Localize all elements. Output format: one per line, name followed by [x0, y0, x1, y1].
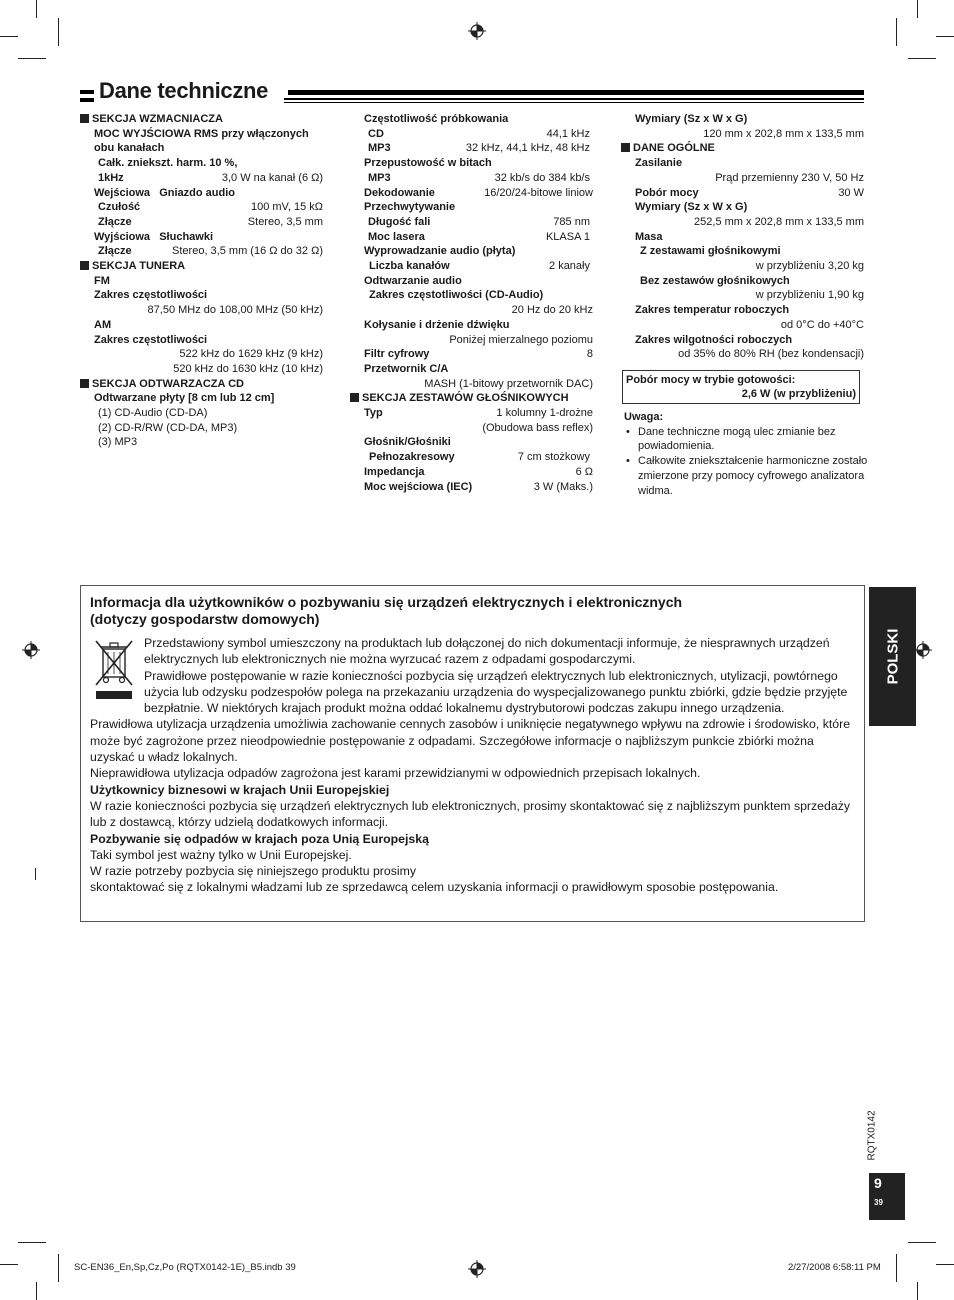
page-number-box — [869, 1173, 905, 1220]
spec-row: Moc lasera KLASA 1 — [368, 230, 590, 243]
square-bullet-icon — [80, 114, 89, 123]
spec-value: (Obudowa bass reflex) — [482, 421, 593, 434]
spec-value: (1) CD-Audio (CD-DA) — [98, 407, 208, 420]
crop-mark — [18, 1242, 46, 1243]
spec-value: 87,50 MHz do 108,00 MHz (50 kHz) — [147, 304, 323, 317]
crop-mark — [35, 868, 36, 880]
spec-label: Przechwytywanie — [364, 201, 456, 214]
spec-value: Poniżej mierzalnego poziomu — [449, 333, 593, 346]
spec-label: Zakres częstotliwości — [94, 333, 208, 346]
section-heading: SEKCJA WZMACNIACZA — [80, 112, 323, 127]
spec-row: Impedancja 6 Ω — [364, 465, 593, 478]
spec-column-1 — [80, 112, 323, 450]
notes — [624, 410, 870, 498]
spec-label: Odtwarzane płyty [8 cm lub 12 cm] — [94, 392, 275, 405]
spec-value: (3) MP3 — [98, 436, 138, 449]
standby-value: 2,6 W (w przybliżeniu) — [741, 388, 856, 400]
spec-label: Całk. zniekszt. harm. 10 %, — [98, 157, 238, 170]
info-subheading: Użytkownicy biznesowi w krajach Unii Europejskiej — [90, 782, 390, 797]
crop-mark — [0, 36, 18, 37]
info-paragraph: skontaktować się z lokalnymi władzami lub ze sprzedawcą celem uzyskania informacji o prawidłowym sposobie postępowania. — [90, 880, 779, 895]
spec-label: FM — [94, 274, 110, 287]
spec-row: Typ 1 kolumny 1-drożne — [364, 407, 593, 420]
spec-label: MOC WYJŚCIOWA RMS przy włączonych — [94, 127, 309, 140]
square-bullet-icon — [80, 261, 89, 270]
spec-label: Odtwarzanie audio — [364, 274, 462, 287]
info-paragraph: Prawidłowe postępowanie w razie konieczności pozbycia się urządzeń elektrycznych lub elektronicznych, utylizacji, powtórnego użycia lub odzysku podzespołów polega na przekazaniu urządzenia do wyspecjalizowanego punktu zbiórki, gdzie będzie przyjęte bezpłatnie. W niektórych krajach produkt można oddać lokalnemu dystrybutorowi podczas zakupu innego urządzenia. — [144, 668, 848, 716]
spec-row: Długość fali 785 nm — [368, 215, 590, 228]
spec-row: MP3 32 kb/s do 384 kb/s — [368, 171, 590, 184]
footer-timestamp: 2/27/2008 6:58:11 PM — [788, 1262, 881, 1273]
crop-mark — [936, 36, 954, 37]
spec-label: Bez zestawów głośnikowych — [640, 274, 790, 287]
spec-label: Zasilanie — [635, 157, 683, 170]
spec-row: Czułość 100 mV, 15 kΩ — [98, 201, 323, 214]
crop-mark — [917, 1282, 918, 1300]
footer-file-name: SC-EN36_En,Sp,Cz,Po (RQTX0142-1E)_B5.indb 39 — [74, 1262, 296, 1273]
spec-label: Wymiary (Sz x W x G) — [635, 113, 748, 125]
crop-mark — [896, 1254, 897, 1282]
info-title: Informacja dla użytkowników o pozbywaniu się urządzeń elektrycznych i elektronicznych (dotyczy gospodarstw domowych) — [90, 594, 683, 627]
spec-value: 20 Hz do 20 kHz — [511, 304, 593, 317]
crop-mark — [58, 1254, 59, 1282]
spec-row: Moc wejściowa (IEC) 3 W (Maks.) — [364, 480, 593, 493]
registration-mark-icon — [22, 641, 40, 659]
spec-row: CD 44,1 kHz — [368, 127, 590, 140]
spec-label: Zakres temperatur roboczych — [635, 304, 790, 317]
header-rule — [284, 102, 864, 103]
spec-label: Wyprowadzanie audio (płyta) — [364, 245, 516, 258]
info-paragraph: Prawidłowa utylizacja urządzenia umożliwia zachowanie cennych zasobów i uniknięcie negatywnego wpływu na zdrowie i środowisko, które może być zagrożone przez nieodpowiednie postępowanie z odpadami. Szczegółowe informacje o najbliższym punkcie zbiórki można uzyskać u władz lokalnych. — [90, 717, 851, 765]
standby-label: Pobór mocy w trybie gotowości: — [626, 374, 796, 386]
spec-row: Dekodowanie 16/20/24-bitowe liniow — [364, 186, 593, 199]
disposal-info-box — [80, 585, 865, 922]
spec-label: Zakres częstotliwości — [94, 289, 208, 302]
spec-column-3 — [621, 112, 864, 362]
page-sub-number: 39 — [874, 1198, 883, 1207]
spec-label: Głośnik/Głośniki — [364, 436, 451, 449]
section-heading: SEKCJA ODTWARZACZA CD — [80, 377, 323, 392]
spec-row: Złącze Stereo, 3,5 mm — [98, 215, 323, 228]
note-item: • Całkowite zniekształcenie harmoniczne zostało zmierzone przy pomocy cyfrowego analizatora widma. — [638, 454, 870, 498]
spec-row: Pobór mocy 30 W — [635, 186, 864, 199]
header-rule — [284, 98, 864, 100]
square-bullet-icon — [350, 393, 359, 402]
crop-mark — [58, 18, 59, 46]
language-tab-label: POLSKI — [884, 628, 901, 685]
spec-value: od 35% do 80% RH (bez kondensacji) — [678, 348, 864, 361]
spec-value: 120 mm x 202,8 mm x 133,5 mm — [703, 127, 864, 140]
spec-value: MASH (1-bitowy przetwornik DAC) — [424, 377, 593, 390]
info-body — [90, 635, 860, 896]
crop-mark — [0, 1264, 18, 1265]
spec-label: Przepustowość w bitach — [364, 157, 492, 170]
section-heading: SEKCJA ZESTAWÓW GŁOŚNIKOWYCH — [350, 391, 593, 406]
spec-value: w przybliżeniu 1,90 kg — [755, 289, 864, 302]
spec-label: obu kanałach — [94, 142, 165, 155]
registration-mark-icon — [914, 641, 932, 659]
spec-row: Pełnozakresowy 7 cm stożkowy — [369, 451, 590, 464]
spec-label: Przetwornik C/A — [364, 362, 449, 375]
spec-label: Zakres wilgotności roboczych — [635, 333, 793, 346]
spec-label: Kołysanie i drżenie dźwięku — [364, 318, 510, 331]
section-heading: DANE OGÓLNE — [621, 141, 864, 156]
info-paragraph: W razie konieczności pozbycia się urządzeń elektrycznych lub elektronicznych, prosimy skontaktować się z najbliższym punktem sprzedaży lub z dostawcą, którzy udzielą dodatkowych informacji. — [90, 798, 850, 830]
registration-mark-icon — [468, 22, 486, 40]
spec-value: Prąd przemienny 230 V, 50 Hz — [715, 171, 864, 184]
note-item: • Dane techniczne mogą ulec zmianie bez powiadomienia. — [638, 425, 870, 454]
spec-label: Z zestawami głośnikowymi — [640, 245, 781, 258]
standby-power-box — [622, 370, 860, 404]
info-paragraph: Taki symbol jest ważny tylko w Unii Europejskej. — [90, 847, 352, 862]
page-title: Dane techniczne — [99, 78, 269, 103]
page-number: 9 — [874, 1175, 882, 1191]
notes-heading: Uwaga: — [624, 411, 664, 423]
spec-value: 520 kHz do 1630 kHz (10 kHz) — [173, 362, 323, 375]
registration-mark-icon — [468, 1260, 486, 1278]
square-bullet-icon — [80, 379, 89, 388]
spec-value: 252,5 mm x 202,8 mm x 133,5 mm — [694, 215, 864, 228]
crop-mark — [908, 1242, 936, 1243]
spec-row: MP3 32 kHz, 44,1 kHz, 48 kHz — [368, 142, 590, 155]
spec-label: AM — [94, 318, 112, 331]
crossed-out-wheelie-bin-icon — [90, 635, 140, 705]
document-code: RQTX0142 — [866, 1110, 878, 1161]
square-bullet-icon — [621, 143, 630, 152]
spec-row: Filtr cyfrowy 8 — [364, 348, 593, 361]
crop-mark — [36, 0, 37, 18]
info-paragraph: W razie potrzeby pozbycia się niniejszego produktu prosimy — [90, 864, 417, 879]
spec-value: 522 kHz do 1629 kHz (9 kHz) — [179, 348, 323, 361]
section-heading: SEKCJA TUNERA — [80, 259, 323, 274]
spec-label: Wymiary (Sz x W x G) — [635, 201, 748, 214]
spec-row: Wyjściowa Słuchawki — [94, 230, 214, 243]
spec-column-2 — [350, 112, 593, 494]
crop-mark — [908, 58, 936, 59]
info-paragraph: Przedstawiony symbol umieszczony na produktach lub dołączonej do nich dokumentacji informuje, że niesprawnych urządzeń elektrycznych lub elektronicznych nie można wyrzucać razem z odpadami gospodarczymi. — [144, 636, 830, 667]
crop-mark — [896, 18, 897, 46]
info-paragraph: Nieprawidłowa utylizacja odpadów zagrożona jest karami przewidzianymi w odpowiednich przepisach lokalnych. — [90, 766, 701, 781]
crop-mark — [917, 0, 918, 18]
spec-value: w przybliżeniu 3,20 kg — [755, 260, 864, 273]
spec-label: Częstotliwość próbkowania — [364, 113, 509, 125]
spec-label: Masa — [635, 230, 663, 243]
spec-row: Liczba kanałów 2 kanały — [369, 260, 590, 273]
header-bar-marker — [80, 90, 94, 94]
spec-value: od 0°C do +40°C — [780, 318, 864, 331]
crop-mark — [936, 1264, 954, 1265]
crop-mark — [36, 1282, 37, 1300]
spec-row: Wejściowa Gniazdo audio — [94, 186, 235, 199]
header-bar-marker — [80, 98, 94, 102]
info-subheading: Pozbywanie się odpadów w krajach poza Unią Europejską — [90, 831, 429, 846]
spec-value: (2) CD-R/RW (CD-DA, MP3) — [98, 421, 238, 434]
header-rule — [288, 90, 864, 95]
spec-label: Zakres częstotliwości (CD-Audio) — [369, 289, 544, 302]
spec-row: 1kHz 3,0 W na kanał (6 Ω) — [98, 171, 323, 184]
crop-mark — [18, 58, 46, 59]
spec-row: Złącze Stereo, 3,5 mm (16 Ω do 32 Ω) — [98, 245, 323, 258]
